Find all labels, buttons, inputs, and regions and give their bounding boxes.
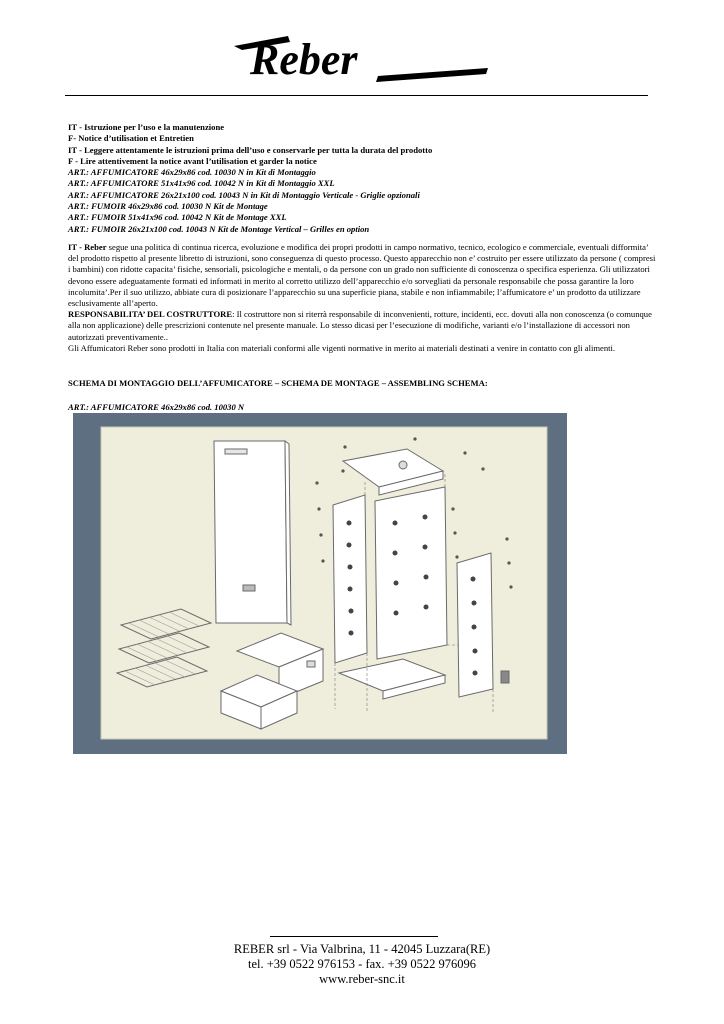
article-line: ART.: AFFUMICATORE 51x41x96 cod. 10042 N in Kit di Montaggio XXL	[68, 178, 335, 189]
intro-paragraph	[68, 242, 658, 309]
knob-part	[501, 671, 509, 683]
reber-logo	[228, 32, 490, 84]
article-line: ART.: FUMOIR 26x21x100 cod. 10043 N Kit de Montage Vertical – Grilles en option	[68, 223, 370, 234]
figure-caption: ART.: AFFUMICATORE 46x29x86 cod. 10030 N	[68, 402, 245, 412]
right-side-panel-part	[457, 553, 493, 697]
header-line: F- Notice d’utilisation et Entretien	[68, 133, 194, 144]
company-website[interactable]: www.reber-snc.it	[319, 972, 405, 986]
article-line: ART.: AFFUMICATORE 26x21x100 cod. 10043 N in Kit di Montaggio Verticale - Griglie opzionali	[68, 189, 420, 200]
left-side-panel-part	[333, 495, 367, 663]
company-phones: tel. +39 0522 976153 - fax. +39 0522 976096	[248, 957, 476, 971]
article-line: ART.: FUMOIR 46x29x86 cod. 10030 N Kit de Montage	[68, 201, 268, 212]
header-lines	[68, 122, 658, 235]
logo-text: Reber	[250, 35, 358, 84]
article-line: ART.: AFFUMICATORE 46x29x86 cod. 10030 N in Kit di Montaggio	[68, 167, 316, 178]
section-title: SCHEMA DI MONTAGGIO DELL’AFFUMICATORE – SCHEMA DE MONTAGE – ASSEMBLING SCHEMA:	[68, 378, 488, 388]
assembly-drawing	[73, 413, 567, 754]
door-panel-part	[214, 441, 291, 625]
article-line: ART.: FUMOIR 51x41x96 cod. 10042 N Kit de Montage XXL	[68, 212, 287, 223]
header-line: IT - Istruzione per l’uso e la manutenzione	[68, 122, 225, 132]
footer	[0, 942, 724, 987]
header-rule	[65, 95, 648, 96]
body-text	[68, 242, 658, 354]
back-panel-part	[375, 487, 447, 659]
footer-rule	[270, 936, 438, 937]
intro-lead: IT - Reber	[68, 242, 107, 252]
company-address: REBER srl - Via Valbrina, 11 - 42045 Luzzara(RE)	[233, 942, 491, 956]
assembly-diagram	[73, 413, 567, 754]
responsibility-text: : Il costruttore non si riterrà responsabile di inconvenienti, rotture, incidenti, ecc. dovuti alla non conoscenza (o comunque alla non applicazione) delle prescrizioni contenute nel presente manuale. Lo stesso dicasi per l’esecuzione di modifiche, varianti e/o l’installazione di accessori non autorizzati preventivamente..	[68, 309, 652, 342]
responsibility-lead: RESPONSABILITA’ DEL COSTRUTTORE	[68, 309, 233, 320]
header-line: IT - Leggere attentamente le istruzioni prima dell’uso e conservarle per tutta la durata del prodotto	[68, 144, 433, 155]
header-line: F - Lire attentivement la notice avant l’utilisation et garder la notice	[68, 155, 317, 166]
intro-text: segue una politica di continua ricerca, evoluzione e modifica dei propri prodotti in campo normativo, tecnico, ecologico e commerciale, eventuali difformita’ del prodotto rispetto al presente libretto di istruzioni, sono conseguenza di questo processo. Questo apparecchio non e’ costruito per essere utilizzato da persone ( compresi i bambini) con ridotte capacita’ fisiche, sensoriali, psicologiche e mentali, o da persone con un grado non sufficiente di conoscenza o specifica esperienza. Gli utilizzatori devono essere adeguatamente formati ed informati in merito al corretto utilizzo dell’apparecchio e/o sorvegliati da personale responsabile che possa garantire la loro incolumita’.Per il suo utilizzo, abbiate cura di posizionare l’apparecchio su una superficie piana, stabile e non infiammabile; l’affumicatore e’ un prodotto da utilizzare esclusivamente all’aperto.	[68, 242, 656, 309]
responsibility-paragraph	[68, 309, 658, 343]
materials-paragraph: Gli Affumicatori Reber sono prodotti in Italia con materiali conformi alle vigenti normative in merito ai materiali destinati a venire in contatto con gli alimenti.	[68, 342, 616, 353]
